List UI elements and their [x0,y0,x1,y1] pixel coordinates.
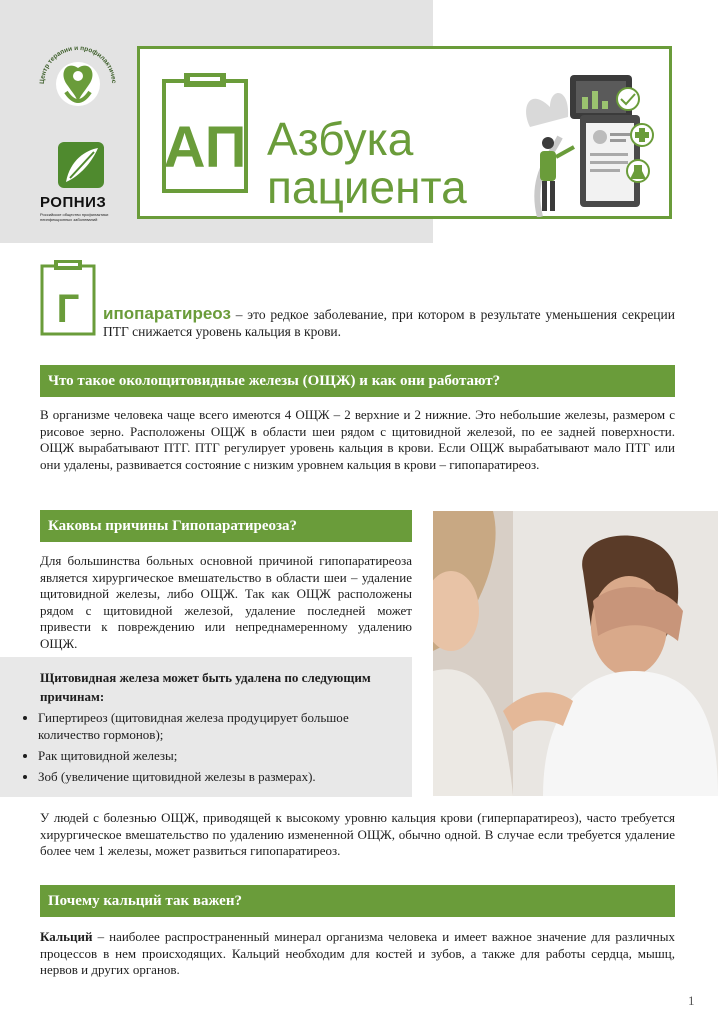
section1-heading: Что такое околощитовидные железы (ОЩЖ) и как они работают? [40,365,675,397]
logo1-text: Центр терапии и профилактичес [38,44,118,85]
reasons-title: Щитовидная железа может быть удалена по следующим причинам: [40,670,371,704]
reason-item: • Зоб (увеличение щитовидной железы в размерах). [38,768,408,785]
section3-term: Кальций [40,929,93,944]
intro-text: – это редкое заболевание, при котором в результате уменьшения секреции ПТГ снижается уровень кальция в крови. [103,307,675,339]
intro-term: ипопаратиреоз [103,304,231,323]
reasons-box [0,657,412,797]
section3-text: – наиболее распространенный минерал организма человека и имеет важное значение для различных процессов в нем происходящих. Кальций необходим для костей и зубов, а также для работы сердца, мышц, нервов и других органов. [40,929,675,978]
banner-title [267,115,467,211]
doctor-illustration [520,67,670,217]
intro-paragraph [103,305,675,340]
title-banner [137,46,672,219]
reasons-list [26,709,408,789]
reason-item: • Рак щитовидной железы; [38,747,408,764]
section2-text: Для большинства больных основной причиной гипопаратиреоза является хирургическое вмешательство в области шеи – удаление щитовидной железы, либо ОЩЖ. Так как ОЩЖ расположены рядом с щитовидной железой, удаление последней может привести к повреждению или непреднамеренному удалению ОЩЖ. [40,553,412,651]
clipboard-icon [162,71,248,193]
section2-after-text: У людей с болезнью ОЩЖ, приводящей к высокому уровню кальция крови (гиперпаратиреоз), часто требуется хирургическое вмешательство по удалению измененной ОЩЖ, обычно одной. В случае если требуется удаление более чем 1 железы, может развиться гипопаратиреоз. [40,810,675,859]
section3-heading: Почему кальций так важен? [40,885,675,917]
ropniz-name: РОПНИЗ [40,194,107,211]
section1-text: В организме человека чаще всего имеются 4 ОЩЖ – 2 верхние и 2 нижние. Это небольшие железы, размером с рисовое зерно. Расположены ОЩЖ в области шеи рядом с щитовидной железой, по ее задней поверхности. ОЩЖ вырабатывают ПТГ. ПТГ регулирует уровень кальция в крови. Если ОЩЖ вырабатывают мало ПТГ или они удалены, развивается состояние с низким уровнем кальция в крови – гипопаратиреоз. [40,407,675,472]
section3-paragraph [40,929,675,979]
title-line-2: пациента [267,161,467,213]
reason-item: • Гипертиреоз (щитовидная железа продуцирует большое количество гормонов); [38,709,408,743]
page-number: 1 [688,993,695,1008]
ap-letters: АП [163,115,247,180]
patients-photo [433,511,718,796]
section2-heading: Каковы причины Гипопаратиреоза? [40,510,412,542]
center-logo [36,40,120,126]
title-line-1: Азбука [267,113,414,165]
drop-letter: Г [56,287,80,331]
letter-clipboard-icon [40,258,96,336]
ropniz-subtitle: Российское общество профилактики неинфекционных заболеваний [40,212,109,222]
ropniz-logo [40,140,124,224]
